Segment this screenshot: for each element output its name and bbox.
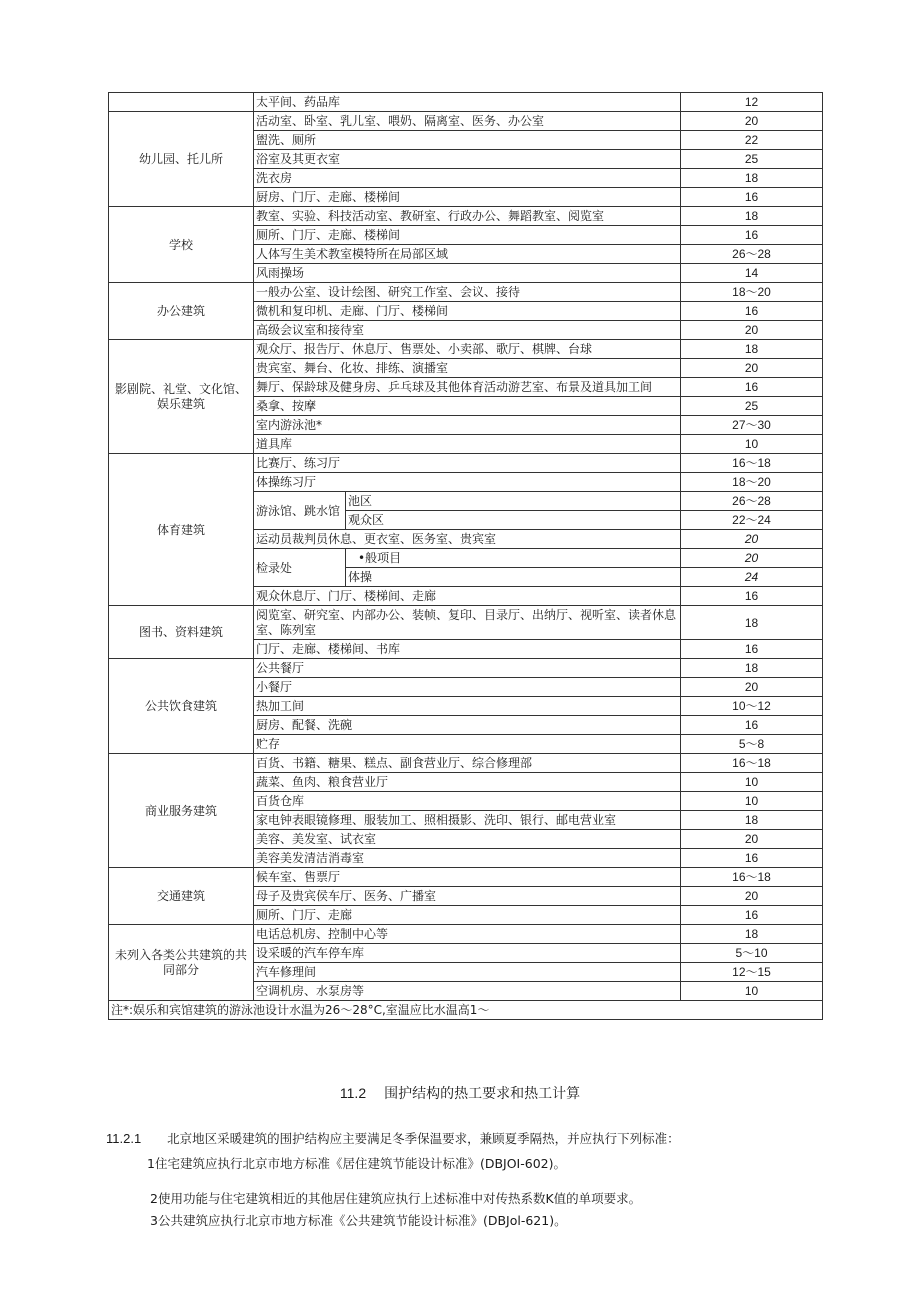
- item-cell: 人体写生美术教室模特所在局部区域: [254, 245, 681, 264]
- item-cell: 风雨操场: [254, 264, 681, 283]
- value-cell: 20: [681, 830, 823, 849]
- item-cell: 盥洗、厕所: [254, 131, 681, 150]
- item-cell: 桑拿、按摩: [254, 397, 681, 416]
- value-cell: 18: [681, 811, 823, 830]
- table-body-upper: [109, 93, 823, 454]
- item-cell: 体操练习厅: [254, 473, 681, 492]
- category-cell: 体育建筑: [109, 454, 254, 606]
- table-row: [109, 925, 823, 944]
- item-cell: 美容美发清洁消毒室: [254, 849, 681, 868]
- value-cell: 20: [681, 530, 823, 549]
- item-cell: 阅览室、研究室、内部办公、装帧、复印、目录厅、出纳厅、视听室、读者休息室、陈列室: [254, 606, 681, 640]
- item-cell: 小餐厅: [254, 678, 681, 697]
- item-cell: 道具库: [254, 435, 681, 454]
- value-cell: 26～28: [681, 492, 823, 511]
- value-cell: 16: [681, 302, 823, 321]
- item-cell: 母子及贵宾侯车厅、医务、广播室: [254, 887, 681, 906]
- value-cell: 27～30: [681, 416, 823, 435]
- item-cell: 观众区: [346, 511, 681, 530]
- category-cell: 影剧院、礼堂、文化馆、娱乐建筑: [109, 340, 254, 454]
- category-cell: 未列入各类公共建筑的共同部分: [109, 925, 254, 1001]
- value-cell: 22～24: [681, 511, 823, 530]
- table-body-sports: [109, 454, 823, 606]
- item-cell: 池区: [346, 492, 681, 511]
- clause-item: 2使用功能与住宅建筑相近的其他居住建筑应执行上述标准中对传热系数K值的单项要求。: [150, 1191, 642, 1206]
- value-cell: 20: [681, 887, 823, 906]
- item-cell: 汽车修理间: [254, 963, 681, 982]
- item-cell: 厕所、门厅、走廊、楼梯间: [254, 226, 681, 245]
- value-cell: 20: [681, 112, 823, 131]
- category-cell: 图书、资料建筑: [109, 606, 254, 659]
- item-cell: 观众厅、报告厅、休息厅、售票处、小卖部、歌厅、棋牌、台球: [254, 340, 681, 359]
- value-cell: 20: [681, 359, 823, 378]
- clause-paragraph: [106, 1129, 680, 1147]
- item-cell: 体操: [346, 568, 681, 587]
- table-row: [109, 606, 823, 640]
- value-cell: 16: [681, 716, 823, 735]
- value-cell: 5～10: [681, 944, 823, 963]
- value-cell: 16: [681, 640, 823, 659]
- value-cell: 10: [681, 792, 823, 811]
- item-cell: 活动室、卧室、乳儿室、喂奶、隔离室、医务、办公室: [254, 112, 681, 131]
- item-cell: 厨房、门厅、走廊、楼梯间: [254, 188, 681, 207]
- value-cell: 12～15: [681, 963, 823, 982]
- clause-item: 3公共建筑应执行北京市地方标准《公共建筑节能设计标准》(DBJol-621)。: [150, 1213, 567, 1228]
- value-cell: 18: [681, 659, 823, 678]
- item-cell: 百货、书籍、糖果、糕点、副食营业厅、综合修理部: [254, 754, 681, 773]
- value-cell: 18: [681, 925, 823, 944]
- value-cell: 5～8: [681, 735, 823, 754]
- category-cell: 商业服务建筑: [109, 754, 254, 868]
- value-cell: 18～20: [681, 283, 823, 302]
- section-heading: [0, 1083, 920, 1103]
- table-row: [109, 340, 823, 359]
- item-cell: 蔬菜、鱼肉、粮食营业厅: [254, 773, 681, 792]
- item-cell: 空调机房、水泵房等: [254, 982, 681, 1001]
- value-cell: 16: [681, 188, 823, 207]
- value-cell: 25: [681, 397, 823, 416]
- category-cell: 幼儿园、托儿所: [109, 112, 254, 207]
- table-row: [109, 112, 823, 131]
- value-cell: 10: [681, 435, 823, 454]
- value-cell: 16～18: [681, 868, 823, 887]
- category-cell: 学校: [109, 207, 254, 283]
- item-cell: 百货仓库: [254, 792, 681, 811]
- section-title: 围护结构的热工要求和热工计算: [384, 1086, 581, 1102]
- value-cell: 10～12: [681, 697, 823, 716]
- item-cell: 高级会议室和接待室: [254, 321, 681, 340]
- value-cell: 16: [681, 849, 823, 868]
- table-row: [109, 659, 823, 678]
- value-cell: 20: [681, 321, 823, 340]
- item-cell: 贮存: [254, 735, 681, 754]
- item-cell: 厕所、门厅、走廊: [254, 906, 681, 925]
- category-cell: 办公建筑: [109, 283, 254, 340]
- table-row: [109, 454, 823, 473]
- clause-item: 1住宅建筑应执行北京市地方标准《居住建筑节能设计标准》(DBJOI-602)。: [147, 1156, 566, 1171]
- value-cell: 18: [681, 606, 823, 640]
- table-note: 注*:娱乐和宾馆建筑的游泳池设计水温为26～28°C,室温应比水温高1～: [109, 1001, 823, 1020]
- item-cell: 教室、实验、科技活动室、教研室、行政办公、舞蹈教室、阅览室: [254, 207, 681, 226]
- item-cell: 微机和复印机、走廊、门厅、楼梯间: [254, 302, 681, 321]
- item-cell: 舞厅、保龄球及健身房、乒乓球及其他体育活动游艺室、布景及道具加工间: [254, 378, 681, 397]
- item-cell: 运动员裁判员休息、更衣室、医务室、贵宾室: [254, 530, 681, 549]
- item-cell: 美容、美发室、试衣室: [254, 830, 681, 849]
- item-cell: 室内游泳池*: [254, 416, 681, 435]
- value-cell: 18: [681, 340, 823, 359]
- item-cell: 候车室、售票厅: [254, 868, 681, 887]
- temperature-table: [108, 92, 823, 1020]
- table-body-note: [109, 1001, 823, 1020]
- item-cell: 比赛厅、练习厅: [254, 454, 681, 473]
- item-cell: 洗衣房: [254, 169, 681, 188]
- value-cell: 16: [681, 378, 823, 397]
- table-row: [109, 1001, 823, 1020]
- value-cell: 25: [681, 150, 823, 169]
- category-cell: 交通建筑: [109, 868, 254, 925]
- value-cell: 14: [681, 264, 823, 283]
- item-cell: 浴室及其更衣室: [254, 150, 681, 169]
- pool-label-cell: 游泳馆、跳水馆: [254, 492, 346, 530]
- value-cell: 18～20: [681, 473, 823, 492]
- item-cell: 观众休息厅、门厅、楼梯间、走廊: [254, 587, 681, 606]
- section-number: 11.2: [339, 1085, 367, 1101]
- checkin-label-cell: 检录处: [254, 549, 346, 587]
- item-cell: 一般办公室、设计绘图、研究工作室、会议、接待: [254, 283, 681, 302]
- value-cell: 18: [681, 207, 823, 226]
- table-row: [109, 93, 823, 112]
- clause-text: 北京地区采暖建筑的围护结构应主要满足冬季保温要求，兼顾夏季隔热，并应执行下列标准：: [167, 1131, 680, 1146]
- value-cell: 16～18: [681, 454, 823, 473]
- item-cell: 厨房、配餐、洗碗: [254, 716, 681, 735]
- value-cell: 20: [681, 678, 823, 697]
- item-cell: 家电钟表眼镜修理、服装加工、照相摄影、洗印、银行、邮电营业室: [254, 811, 681, 830]
- value-cell: 18: [681, 169, 823, 188]
- category-cell: [109, 93, 254, 112]
- item-cell: 热加工间: [254, 697, 681, 716]
- table-row: [109, 283, 823, 302]
- category-cell: 公共饮食建筑: [109, 659, 254, 754]
- value-cell: 22: [681, 131, 823, 150]
- value-cell: 12: [681, 93, 823, 112]
- item-cell: •般项目: [346, 549, 681, 568]
- value-cell: 10: [681, 773, 823, 792]
- item-cell: 门厅、走廊、楼梯间、书库: [254, 640, 681, 659]
- item-cell: 公共餐厅: [254, 659, 681, 678]
- item-cell: 贵宾室、舞台、化妆、排练、演播室: [254, 359, 681, 378]
- value-cell: 10: [681, 982, 823, 1001]
- table-body-lower: [109, 606, 823, 1001]
- value-cell: 20: [681, 549, 823, 568]
- value-cell: 24: [681, 568, 823, 587]
- table-row: [109, 868, 823, 887]
- item-cell: 设采暖的汽车停车库: [254, 944, 681, 963]
- value-cell: 16: [681, 226, 823, 245]
- table-row: [109, 207, 823, 226]
- clause-number: 11.2.1: [106, 1131, 142, 1146]
- value-cell: 16: [681, 587, 823, 606]
- table-row: [109, 754, 823, 773]
- value-cell: 26～28: [681, 245, 823, 264]
- item-cell: 太平间、药品库: [254, 93, 681, 112]
- value-cell: 16～18: [681, 754, 823, 773]
- value-cell: 16: [681, 906, 823, 925]
- item-cell: 电话总机房、控制中心等: [254, 925, 681, 944]
